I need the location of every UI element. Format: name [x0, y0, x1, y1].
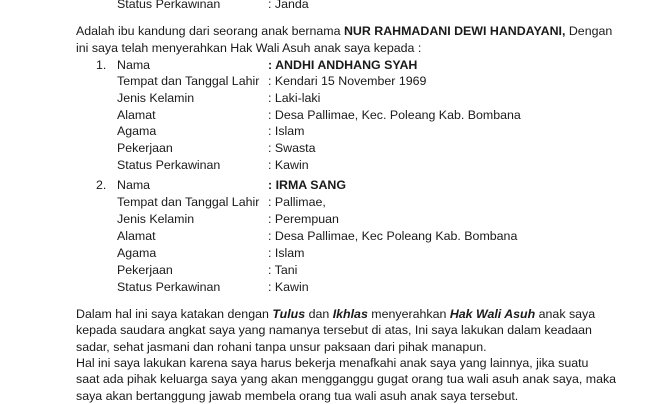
p1-text-b: dan — [305, 307, 333, 321]
guardian-1-address-value: : Desa Pallimae, Kec. Poleang Kab. Bombana — [268, 108, 521, 122]
paragraph-1-line-1 — [76, 306, 595, 322]
guardian-2-marital-value: : Kawin — [268, 280, 309, 294]
guardian-2-number: 2. — [96, 178, 107, 192]
guardian-1-religion-value: : Islam — [268, 124, 305, 138]
paragraph-2-line-3: saya akan bertanggung jawab membela orang tua wali asuh anak saya tersebut. — [76, 389, 519, 403]
guardian-2-name-value: : IRMA SANG — [268, 178, 347, 192]
guardian-1-birth-label: Tempat dan Tanggal Lahir — [117, 74, 260, 88]
guardian-1-gender-label: Jenis Kelamin — [117, 91, 195, 105]
guardian-2-religion-value: : Islam — [268, 246, 305, 260]
guardian-1-job-value: : Swasta — [268, 141, 316, 155]
paragraph-1-line-2: kepada saudara angkat saya yang namanya tersebut di atas, Ini saya lakukan dalam keadaan — [76, 323, 592, 337]
intro-line-1 — [76, 23, 612, 39]
paragraph-2-line-1: Hal ini saya lakukan karena saya harus bekerja menafkahi anak saya yang lainnya, jika suatu — [76, 356, 589, 370]
paragraph-1-line-3: sadar, sehat jasmani dan rohani tanpa unsur paksaan dari pihak manapun. — [76, 340, 487, 354]
guardian-2-job-value: : Tani — [268, 263, 298, 277]
intro-prefix: Adalah ibu kandung dari seorang anak bernama — [76, 24, 344, 38]
guardian-1-number: 1. — [96, 58, 107, 72]
child-name: NUR RAHMADANI DEWI HANDAYANI, — [343, 24, 566, 38]
guardian-2-address-value: : Desa Pallimae, Kec Poleang Kab. Bombana — [268, 229, 518, 243]
guardian-1-marital-label: Status Perkawinan — [117, 158, 221, 172]
guardian-1-birth-value: : Kendari 15 November 1969 — [268, 74, 427, 88]
guardian-2-gender-value: : Perempuan — [268, 212, 339, 226]
guardian-2-marital-label: Status Perkawinan — [117, 280, 221, 294]
p1-text-d: anak saya — [535, 307, 596, 321]
guardian-1-religion-label: Agama — [117, 124, 157, 138]
p1-text-a: Dalam hal ini saya katakan dengan — [76, 307, 273, 321]
guardian-1-name-label: Nama — [117, 58, 151, 72]
intro-suffix: Dengan — [565, 24, 613, 38]
p1-ikhlas: Ikhlas — [332, 307, 368, 321]
top-status-value: : Janda — [268, 0, 309, 11]
guardian-2-address-label: Alamat — [117, 229, 156, 243]
guardian-2-name-label: Nama — [117, 178, 151, 192]
guardian-2-religion-label: Agama — [117, 246, 157, 260]
top-status-label: Status Perkawinan — [117, 0, 221, 11]
p1-text-c: menyerahkan — [367, 307, 450, 321]
p1-tulus: Tulus — [272, 307, 306, 321]
paragraph-2-line-2: saat ada pihak keluarga saya yang akan mengganggu gugat orang tua wali asuh anak saya, maka — [76, 372, 617, 386]
p1-hak-wali-asuh: Hak Wali Asuh — [449, 307, 536, 321]
guardian-1-name-value: : ANDHI ANDHANG SYAH — [268, 58, 418, 72]
guardian-2-birth-label: Tempat dan Tanggal Lahir — [117, 195, 260, 209]
guardian-2-job-label: Pekerjaan — [117, 263, 173, 277]
guardian-1-address-label: Alamat — [117, 108, 156, 122]
guardian-1-job-label: Pekerjaan — [117, 141, 173, 155]
guardian-2-birth-value: : Pallimae, — [268, 195, 326, 209]
guardian-2-gender-label: Jenis Kelamin — [117, 212, 195, 226]
guardian-1-gender-value: : Laki-laki — [268, 91, 321, 105]
guardian-1-marital-value: : Kawin — [268, 158, 309, 172]
intro-line-2: ini saya telah menyerahkan Hak Wali Asuh anak saya kepada : — [76, 41, 422, 55]
